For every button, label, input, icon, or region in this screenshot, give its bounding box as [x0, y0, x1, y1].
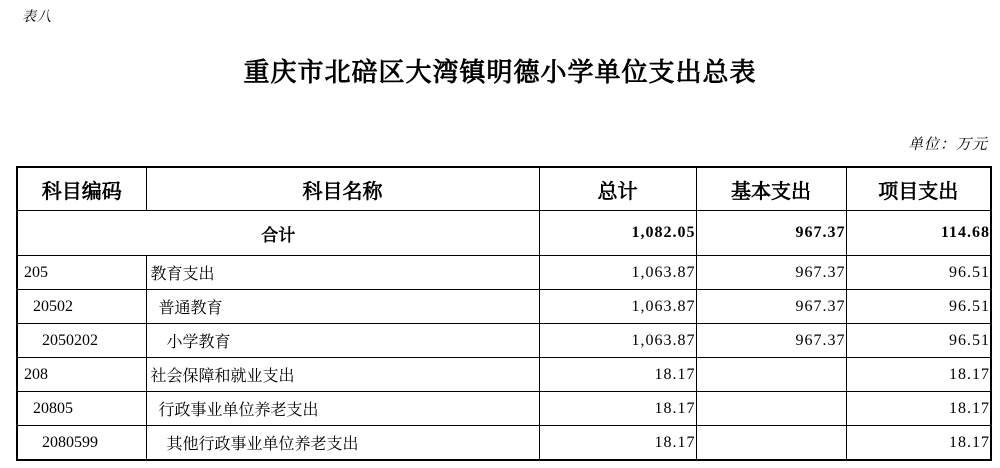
- col-header-subject-code: 科目编码: [17, 167, 146, 211]
- col-header-subject-name: 科目名称: [146, 167, 539, 211]
- cell-project: 18.17: [846, 392, 991, 426]
- cell-basic: 967.37: [696, 324, 846, 358]
- cell-basic: [696, 392, 846, 426]
- summary-basic: 967.37: [696, 211, 846, 256]
- cell-subject-code: 208: [17, 358, 146, 392]
- table-row: [17, 324, 991, 358]
- cell-total: 18.17: [539, 426, 696, 461]
- summary-project: 114.68: [846, 211, 991, 256]
- summary-row: [17, 211, 991, 256]
- table-row: [17, 392, 991, 426]
- col-header-basic-expenditure: 基本支出: [696, 167, 846, 211]
- cell-subject-name: 普通教育: [146, 290, 539, 324]
- cell-project: 96.51: [846, 324, 991, 358]
- cell-subject-code: 2050202: [17, 324, 146, 358]
- cell-project: 96.51: [846, 290, 991, 324]
- table-number-label: 表八: [22, 10, 52, 25]
- cell-total: 1,063.87: [539, 324, 696, 358]
- cell-subject-code: 2080599: [17, 426, 146, 461]
- table-row: [17, 256, 991, 290]
- cell-subject-name: 小学教育: [146, 324, 539, 358]
- cell-basic: 967.37: [696, 256, 846, 290]
- cell-subject-code: 205: [17, 256, 146, 290]
- cell-total: 1,063.87: [539, 256, 696, 290]
- unit-note: 单位：万元: [907, 137, 988, 153]
- cell-subject-name: 行政事业单位养老支出: [146, 392, 539, 426]
- cell-subject-name: 教育支出: [146, 256, 539, 290]
- cell-total: 18.17: [539, 358, 696, 392]
- col-header-total: 总计: [539, 167, 696, 211]
- cell-basic: [696, 358, 846, 392]
- cell-basic: [696, 426, 846, 461]
- cell-subject-code: 20502: [17, 290, 146, 324]
- cell-total: 1,063.87: [539, 290, 696, 324]
- cell-subject-code: 20805: [17, 392, 146, 426]
- cell-project: 18.17: [846, 426, 991, 461]
- cell-project: 96.51: [846, 256, 991, 290]
- header-row: [17, 167, 991, 211]
- cell-subject-name: 其他行政事业单位养老支出: [146, 426, 539, 461]
- table-row: [17, 290, 991, 324]
- cell-basic: 967.37: [696, 290, 846, 324]
- summary-label: 合计: [17, 211, 539, 256]
- table-row: [17, 426, 991, 461]
- table-row: [17, 358, 991, 392]
- cell-subject-name: 社会保障和就业支出: [146, 358, 539, 392]
- expenditure-table: [16, 166, 992, 461]
- page-title: 重庆市北碚区大湾镇明德小学单位支出总表: [243, 57, 757, 87]
- cell-project: 18.17: [846, 358, 991, 392]
- summary-total: 1,082.05: [539, 211, 696, 256]
- cell-total: 18.17: [539, 392, 696, 426]
- col-header-project-expenditure: 项目支出: [846, 167, 991, 211]
